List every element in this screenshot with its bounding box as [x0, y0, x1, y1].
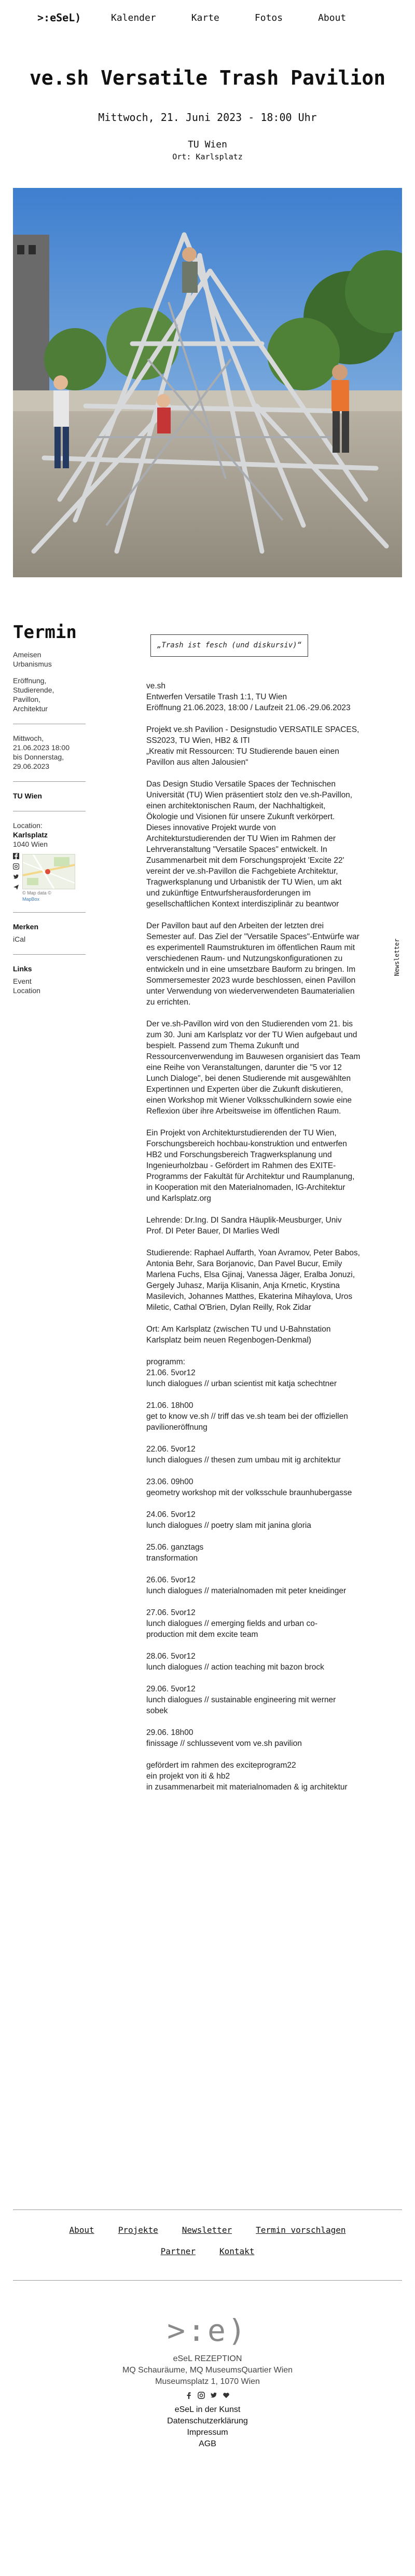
- description-line: verschiedenen Raum- und Nutzungskonfigurationen zu: [146, 954, 343, 963]
- twitter-icon[interactable]: [13, 874, 19, 880]
- description-paragraph: [146, 1215, 390, 1237]
- description-line: „Kreativ mit Ressourcen: TU Studierende bauen einen: [146, 747, 339, 756]
- description-line: lunch dialogues // emerging fields and urban co-: [146, 1619, 318, 1628]
- map-marker-icon: [45, 869, 50, 874]
- heart-icon[interactable]: [223, 2392, 230, 2399]
- map-meta: © Map data ©: [22, 890, 51, 896]
- description-paragraph: [146, 1509, 390, 1531]
- site-footer: [0, 2313, 415, 2450]
- description-line: Der Pavillon baut auf den Arbeiten der letzten drei: [146, 921, 324, 930]
- description-paragraph: [146, 1575, 390, 1596]
- nav-kalender[interactable]: Kalender: [111, 12, 156, 23]
- location-zip: 1040 Wien: [13, 840, 48, 848]
- event-venue: TU Wien: [188, 139, 227, 150]
- category-tag[interactable]: Eröffnung,: [13, 676, 47, 685]
- description-line: Pavillon aus alten Jalousien“: [146, 758, 248, 767]
- description-line: lunch dialogues // materialnomaden mit peter kneidinger: [146, 1587, 347, 1595]
- location-link[interactable]: Location: [13, 986, 40, 995]
- description-paragraph: [146, 1444, 390, 1466]
- nav-about[interactable]: About: [318, 12, 347, 23]
- termin-heading: Termin: [13, 622, 77, 643]
- site-logo[interactable]: >:eSeL): [37, 11, 81, 24]
- footer-kontakt-link[interactable]: Kontakt: [219, 2246, 255, 2256]
- description-paragraph: [146, 1684, 390, 1716]
- footer-about-link[interactable]: About: [69, 2225, 94, 2235]
- description-line: 25.06. ganztags: [146, 1543, 204, 1552]
- event-photo[interactable]: [13, 188, 402, 577]
- organizer[interactable]: TU Wien: [13, 792, 42, 800]
- description-line: lunch dialogues // urban scientist mit katja schechtner: [146, 1379, 337, 1388]
- description-line: 29.06. 5vor12: [146, 1685, 196, 1693]
- description-line: Das Design Studio Versatile Spaces der Technischen: [146, 780, 336, 789]
- description-line: Lehrveranstaltung "Versatile Spaces" entwickelt. In: [146, 845, 327, 854]
- description-line: Prof. DI Peter Bauer, DI Marlies Wedl: [146, 1227, 280, 1236]
- description-line: es experimentell Raumstrukturen im öffentlichen Raum mit: [146, 943, 355, 952]
- description-line: Zusammenarbeit mit dem Forschungsprojekt 'Excite 22': [146, 856, 344, 865]
- description-line: bespielt. Passend zum Thema Zukunft und: [146, 1041, 299, 1050]
- time-line: 29.06.2023: [13, 762, 50, 770]
- description-line: 21.06. 18h00: [146, 1401, 193, 1410]
- footer-address-line1: MQ Schauräume, MQ MuseumsQuartier Wien: [122, 2366, 293, 2375]
- share-icons: [13, 851, 19, 892]
- map-provider[interactable]: MapBox: [22, 897, 40, 902]
- description-line: lunch dialogues // thesen zum umbau mit ig architektur: [146, 1456, 341, 1465]
- description-line: Lehrende: Dr.Ing. DI Sandra Häuplik-Meusburger, Univ: [146, 1216, 342, 1225]
- description-paragraph: [146, 1607, 390, 1640]
- description-line: Eröffnung 21.06.2023, 18:00 / Laufzeit 21.06.-29.06.2023: [146, 703, 351, 712]
- footer-link-impressum[interactable]: Impressum: [187, 2428, 228, 2437]
- description-line: Reflexion über ihre Arbeitsweise im öffentlichen Raum.: [146, 1107, 341, 1116]
- description-line: Gergely Juhasz, Marija Klisanin, Anja Krnetic, Krystina: [146, 1281, 340, 1290]
- description-line: finissage // schlussevent vom ve.sh pavilion: [146, 1739, 302, 1748]
- description-line: Tragwerksplanung und Urbanistik der TU Wien, um akt: [146, 878, 342, 887]
- event-header: [0, 66, 415, 161]
- send-icon[interactable]: [13, 884, 19, 890]
- footer-divider-bottom: [13, 2280, 402, 2281]
- facebook-icon[interactable]: [185, 2392, 192, 2399]
- description-line: gefördert im rahmen des exciteprogram22: [146, 1761, 296, 1770]
- description-line: programm:: [146, 1358, 185, 1366]
- footer-address-line2: Museumsplatz 1, 1070 Wien: [155, 2377, 260, 2386]
- description-paragraph: [146, 1542, 390, 1564]
- description-paragraph: [146, 1019, 390, 1117]
- time-line: Mittwoch,: [13, 734, 44, 742]
- category-tag[interactable]: Architektur: [13, 704, 48, 713]
- description-line: Universität (TU) Wien präsentiert stolz den ve.sh-Pavillon,: [146, 791, 353, 799]
- category-tags: [13, 650, 86, 713]
- description-paragraph: [146, 724, 390, 768]
- description-paragraph: [146, 1400, 390, 1433]
- merken-label: Merken: [13, 923, 39, 931]
- footer-logo[interactable]: >:e): [167, 2313, 248, 2348]
- event-place: Ort: Karlsplatz: [172, 152, 243, 161]
- instagram-icon[interactable]: [198, 2392, 205, 2399]
- description-paragraph: [146, 920, 390, 1008]
- description-line: zum 30. Juni am Karlsplatz vor der TU Wien aufgebaut und: [146, 1031, 357, 1039]
- description-paragraph: [146, 1651, 390, 1673]
- description-line: 26.06. 5vor12: [146, 1576, 196, 1584]
- links-label: Links: [13, 965, 32, 973]
- description-line: 21.06. 5vor12: [146, 1368, 196, 1377]
- description-line: Marlena Fuchs, Elsa Gjinaj, Vanessa Jäger, Eralba Jonuzi,: [146, 1270, 355, 1279]
- description-paragraph: [146, 779, 390, 910]
- footer-termin-vorschlagen-link[interactable]: Termin vorschlagen: [256, 2225, 346, 2235]
- description-line: Lunch Dialoge", bei denen Studierende mit ausgewählten: [146, 1074, 351, 1083]
- location-map[interactable]: [22, 854, 75, 889]
- description-paragraph: [146, 1727, 390, 1749]
- time-line: bis Donnerstag,: [13, 753, 64, 761]
- description-line: Studierende: Raphael Auffarth, Yoan Avramov, Peter Babos,: [146, 1249, 360, 1257]
- ical-link[interactable]: iCal: [13, 935, 26, 943]
- divider: [13, 781, 86, 782]
- map-tiles: [23, 855, 75, 889]
- description-line: Antonia Behr, Sara Borjanovic, Dan Pavel Bucur, Emily: [146, 1259, 342, 1268]
- description-line: 28.06. 5vor12: [146, 1652, 196, 1661]
- nav-fotos[interactable]: Fotos: [254, 12, 283, 23]
- description-line: Projekt ve.sh Pavilion - Designstudio VERSATILE SPACES,: [146, 725, 359, 734]
- description-line: und Karlsplatz.org: [146, 1194, 211, 1203]
- category-tag[interactable]: Urbanismus: [13, 660, 52, 668]
- location-name[interactable]: Karlsplatz: [13, 831, 48, 839]
- description-line: 23.06. 09h00: [146, 1477, 193, 1486]
- description-line: Dieses innovative Projekt wurde von: [146, 823, 276, 832]
- footer-newsletter-link[interactable]: Newsletter: [182, 2225, 232, 2235]
- twitter-icon[interactable]: [210, 2392, 217, 2399]
- description-line: pavilioneröffnung: [146, 1423, 208, 1432]
- footer-partner-link[interactable]: Partner: [160, 2246, 196, 2256]
- time-line: 21.06.2023 18:00: [13, 743, 70, 752]
- footer-link-agb[interactable]: AGB: [199, 2439, 216, 2448]
- divider: [13, 954, 86, 955]
- description-line: Architekturstudierenden der TU Wien im Rahmen der: [146, 834, 336, 843]
- description-paragraph: [146, 1760, 390, 1793]
- top-nav: [0, 0, 415, 36]
- event-sidebar: [13, 622, 86, 995]
- description-line: Programms der Fakultät für Architektur und Raumplanung,: [146, 1172, 355, 1181]
- description-paragraph: [146, 1476, 390, 1498]
- description-line: Ökologie und Visionen für unsere Zukunft verkörpert.: [146, 812, 335, 821]
- description-line: Entwerfen Versatile Trash 1:1, TU Wien: [146, 693, 287, 701]
- description-line: SS2023, TU Wien, HB2 & ITI: [146, 736, 250, 745]
- description-line: 24.06. 5vor12: [146, 1510, 196, 1519]
- description-line: einen Workshop mit Wiener Volksschulkindern sowie eine: [146, 1096, 352, 1105]
- description-line: eine Reihe von Veranstaltungen, darunter die "5 vor 12: [146, 1063, 342, 1072]
- category-tag[interactable]: Studierende,: [13, 686, 54, 694]
- description-line: Masilevich, Johannes Matthes, Ekaterina Mihaylova, Uros: [146, 1292, 353, 1301]
- main-menu: [111, 12, 381, 23]
- map-attribution: [22, 890, 75, 896]
- footer-link-kunst[interactable]: eSeL in der Kunst: [174, 2405, 241, 2414]
- description-line: ein projekt von iti & hb2: [146, 1772, 230, 1781]
- description-line: Karlsplatz beim neuen Regenbogen-Denkmal): [146, 1336, 311, 1345]
- description-paragraph: [146, 1324, 390, 1346]
- description-line: 29.06. 18h00: [146, 1728, 193, 1737]
- description-line: vereint der ve.sh-Pavillon die Fachgebiete Architektur,: [146, 867, 338, 876]
- description-line: production mit dem excite team: [146, 1630, 258, 1639]
- description-line: in Kooperation mit den Materialnomaden, IG-Architektur: [146, 1183, 345, 1192]
- description-line: Semester auf. Das Ziel der "Versatile Spaces"-Entwürfe war: [146, 932, 359, 941]
- description-line: HB2 und Forschungsbereich Tragwerksplanung und: [146, 1150, 332, 1159]
- event-title: ve.sh Versatile Trash Pavilion: [29, 66, 386, 89]
- description-paragraph: [146, 681, 390, 713]
- description-line: Ein Projekt von Architekturstudierenden der TU Wien,: [146, 1129, 337, 1137]
- event-link[interactable]: Event: [13, 977, 32, 985]
- event-time: [13, 734, 86, 771]
- description-line: ve.sh: [146, 682, 166, 690]
- footer-org-name: eSeL REZEPTION: [173, 2354, 242, 2363]
- footer-link-datenschutz[interactable]: Datenschutzerklärung: [167, 2417, 248, 2425]
- newsletter-tab[interactable]: Newsletter: [393, 938, 400, 976]
- description-line: lunch dialogues // action teaching mit bazon brock: [146, 1663, 324, 1672]
- location-label: Location:: [13, 821, 43, 830]
- description-line: Der ve.sh-Pavillon wird von den Studierenden vom 21. bis: [146, 1020, 353, 1028]
- footer-projekte-link[interactable]: Projekte: [118, 2225, 158, 2235]
- description-line: lunch dialogues // sustainable engineering mit werner: [146, 1696, 336, 1704]
- description-line: geometry workshop mit der volksschule braunhubergasse: [146, 1488, 352, 1497]
- event-date: Mittwoch, 21. Juni 2023 - 18:00 Uhr: [98, 111, 317, 124]
- category-tag[interactable]: Pavillon,: [13, 695, 40, 703]
- description-paragraph: [146, 1128, 390, 1204]
- description-paragraphs: [146, 681, 390, 1793]
- description-line: 27.06. 5vor12: [146, 1608, 196, 1617]
- footer-social: [0, 2392, 415, 2399]
- nav-karte[interactable]: Karte: [191, 12, 219, 23]
- description-line: entwickeln und in eine umsetzbare Bauform zu bringen. Im: [146, 965, 356, 974]
- description-line: gesellschaftlichen Kontext interdisziplinär zu beantwor: [146, 900, 339, 909]
- description-line: 22.06. 5vor12: [146, 1445, 196, 1454]
- description-line: unter Verwendung von wiederverwendeten Baumaterialien: [146, 987, 355, 996]
- divider: [13, 912, 86, 913]
- description-line: Expertinnen und Experten über die Zukunft diskutieren,: [146, 1085, 343, 1094]
- description-line: Miletic, Cathal O'Brien, Dylan Reilly, Rok Zidar: [146, 1303, 311, 1312]
- event-description: [146, 634, 390, 1804]
- description-line: get to know ve.sh // triff das ve.sh team bei der offiziellen: [146, 1412, 348, 1421]
- description-line: Ingenieurholzbau - Gefördert im Rahmen des EXITE-: [146, 1161, 336, 1170]
- description-line: lunch dialogues // poetry slam mit janina gloria: [146, 1521, 311, 1530]
- description-paragraph: [146, 1357, 390, 1389]
- facebook-icon[interactable]: [13, 853, 19, 859]
- description-line: einen architektonischen Raum, der Nachhaltigkeit,: [146, 802, 326, 810]
- description-line: und zukünftige Entwurfsherausforderungen im: [146, 889, 311, 898]
- pavilion-photo-illustration: [13, 188, 402, 577]
- description-line: in zusammenarbeit mit materialnomaden & ig architektur: [146, 1783, 348, 1792]
- description-line: transformation: [146, 1554, 198, 1563]
- description-line: Ressourcenverwendung im Bauwesen organisiert das Team: [146, 1052, 361, 1061]
- description-paragraph: [146, 1248, 390, 1313]
- footer-divider-top: [13, 2209, 402, 2210]
- description-line: Sommersemester 2023 wurde beschlossen, einen Pavillon: [146, 976, 356, 985]
- footer-nav: [0, 2225, 415, 2268]
- description-line: zu errichten.: [146, 998, 191, 1007]
- instagram-icon[interactable]: [13, 863, 19, 870]
- quote-box: „Trash ist fesch (und diskursiv)“: [150, 634, 308, 657]
- description-line: Ort: Am Karlsplatz (zwischen TU und U-Bahnstation: [146, 1325, 331, 1334]
- category-tag[interactable]: Ameisen: [13, 650, 42, 659]
- description-line: sobek: [146, 1706, 168, 1715]
- description-line: Forschungsbereich hochbau-konstruktion und entwerfen: [146, 1140, 347, 1148]
